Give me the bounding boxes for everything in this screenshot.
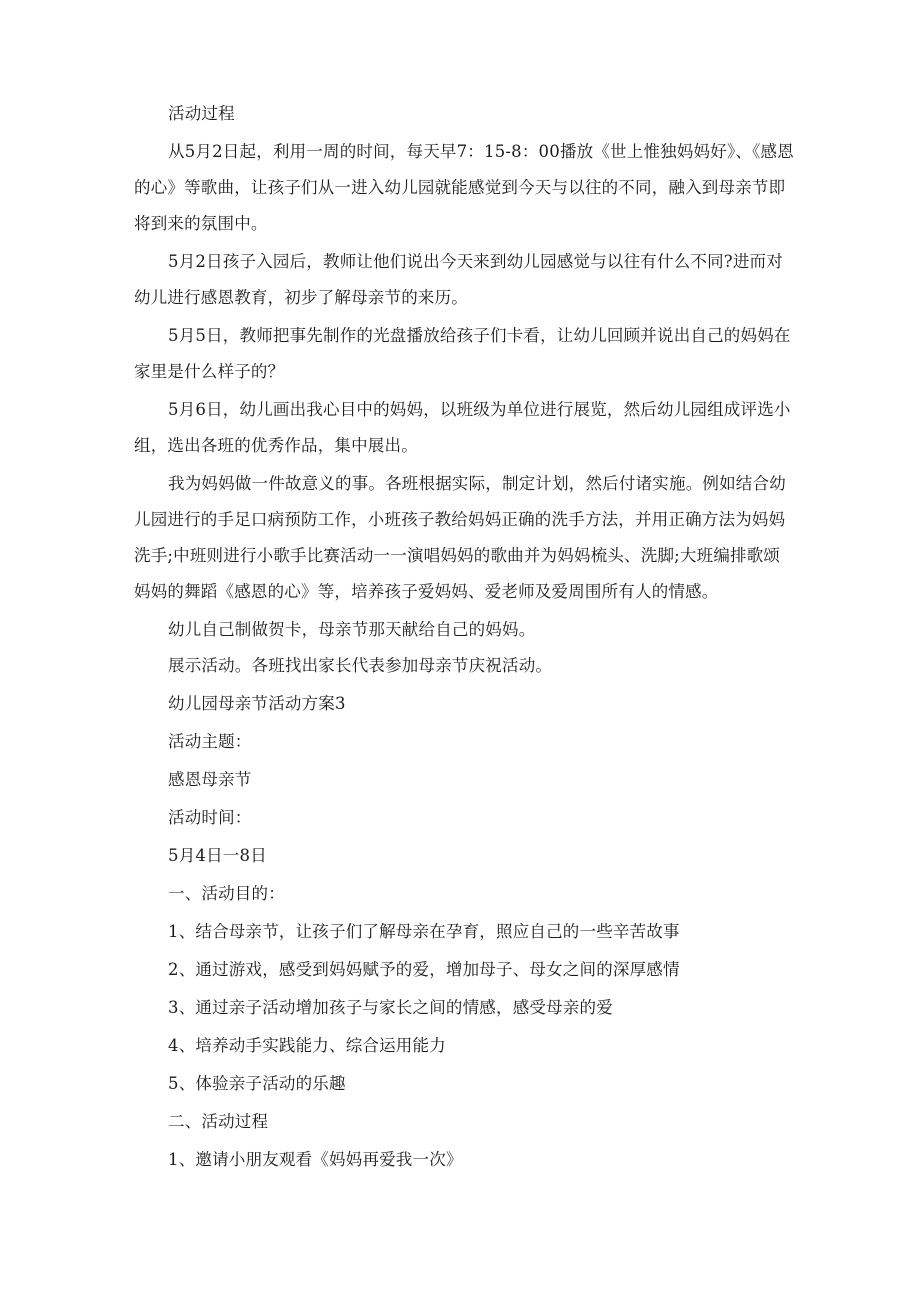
label-time: 活动时间：	[168, 808, 252, 827]
paragraph: 5月2日孩子入园后，教师让他们说出今天来到幼儿园感觉与以往有什么不同?进而对幼儿进行感恩教育，初步了解母亲节的来历。	[134, 252, 783, 307]
paragraph: 我为妈妈做一件故意义的事。各班根据实际，制定计划，然后付诸实施。例如结合幼儿园进行的手足口病预防工作，小班孩子教给妈妈正确的洗手方法，并用正确方法为妈妈洗手;中班则进行小歌手比赛活动一一演唱妈妈的歌曲并为妈妈梳头、洗脚;大班编排歌颂妈妈的舞蹈《感恩的心》等，培养孩子爱妈妈、爱老师及爱周围所有人的情感。	[134, 474, 786, 601]
paragraph: 幼儿自己制做贺卡，母亲节那天献给自己的妈妈。	[168, 620, 536, 639]
section-heading: 一、活动目的：	[168, 884, 285, 903]
list-item: 5、体验亲子活动的乐趣	[168, 1074, 346, 1093]
list-item: 3、通过亲子活动增加孩子与家长之间的情感，感受母亲的爱	[168, 998, 613, 1017]
plan-title: 幼儿园母亲节活动方案3	[168, 694, 346, 713]
list-item: 4、培养动手实践能力、综合运用能力	[168, 1036, 446, 1055]
list-item: 2、通过游戏，感受到妈妈赋予的爱，增加母子、母女之间的深厚感情	[168, 960, 680, 979]
paragraph: 5月5日，教师把事先制作的光盘播放给孩子们卡看，让幼儿回顾并说出自己的妈妈在家里是什么样子的？	[134, 326, 791, 381]
time-value: 5月4日一8日	[168, 846, 267, 865]
document-body	[134, 96, 794, 1178]
paragraph: 从5月2日起，利用一周的时间，每天早7：15-8：00播放《世上惟独妈妈好》、《感恩的心》等歌曲，让孩子们从一进入幼儿园就能感觉到今天与以往的不同，融入到母亲节即将到来的氛围中。	[134, 142, 794, 233]
paragraph: 5月6日，幼儿画出我心目中的妈妈，以班级为单位进行展览，然后幼儿园组成评选小组，选出各班的优秀作品，集中展出。	[134, 400, 791, 455]
list-item: 1、结合母亲节，让孩子们了解母亲在孕育，照应自己的一些辛苦故事	[168, 922, 680, 941]
section-heading: 二、活动过程	[168, 1112, 269, 1131]
theme-value: 感恩母亲节	[168, 770, 252, 789]
paragraph: 展示活动。各班找出家长代表参加母亲节庆祝活动。	[168, 656, 553, 675]
label-theme: 活动主题：	[168, 732, 252, 751]
list-item: 1、邀请小朋友观看《妈妈再爱我一次》	[168, 1150, 463, 1169]
section-heading: 活动过程	[168, 104, 235, 123]
